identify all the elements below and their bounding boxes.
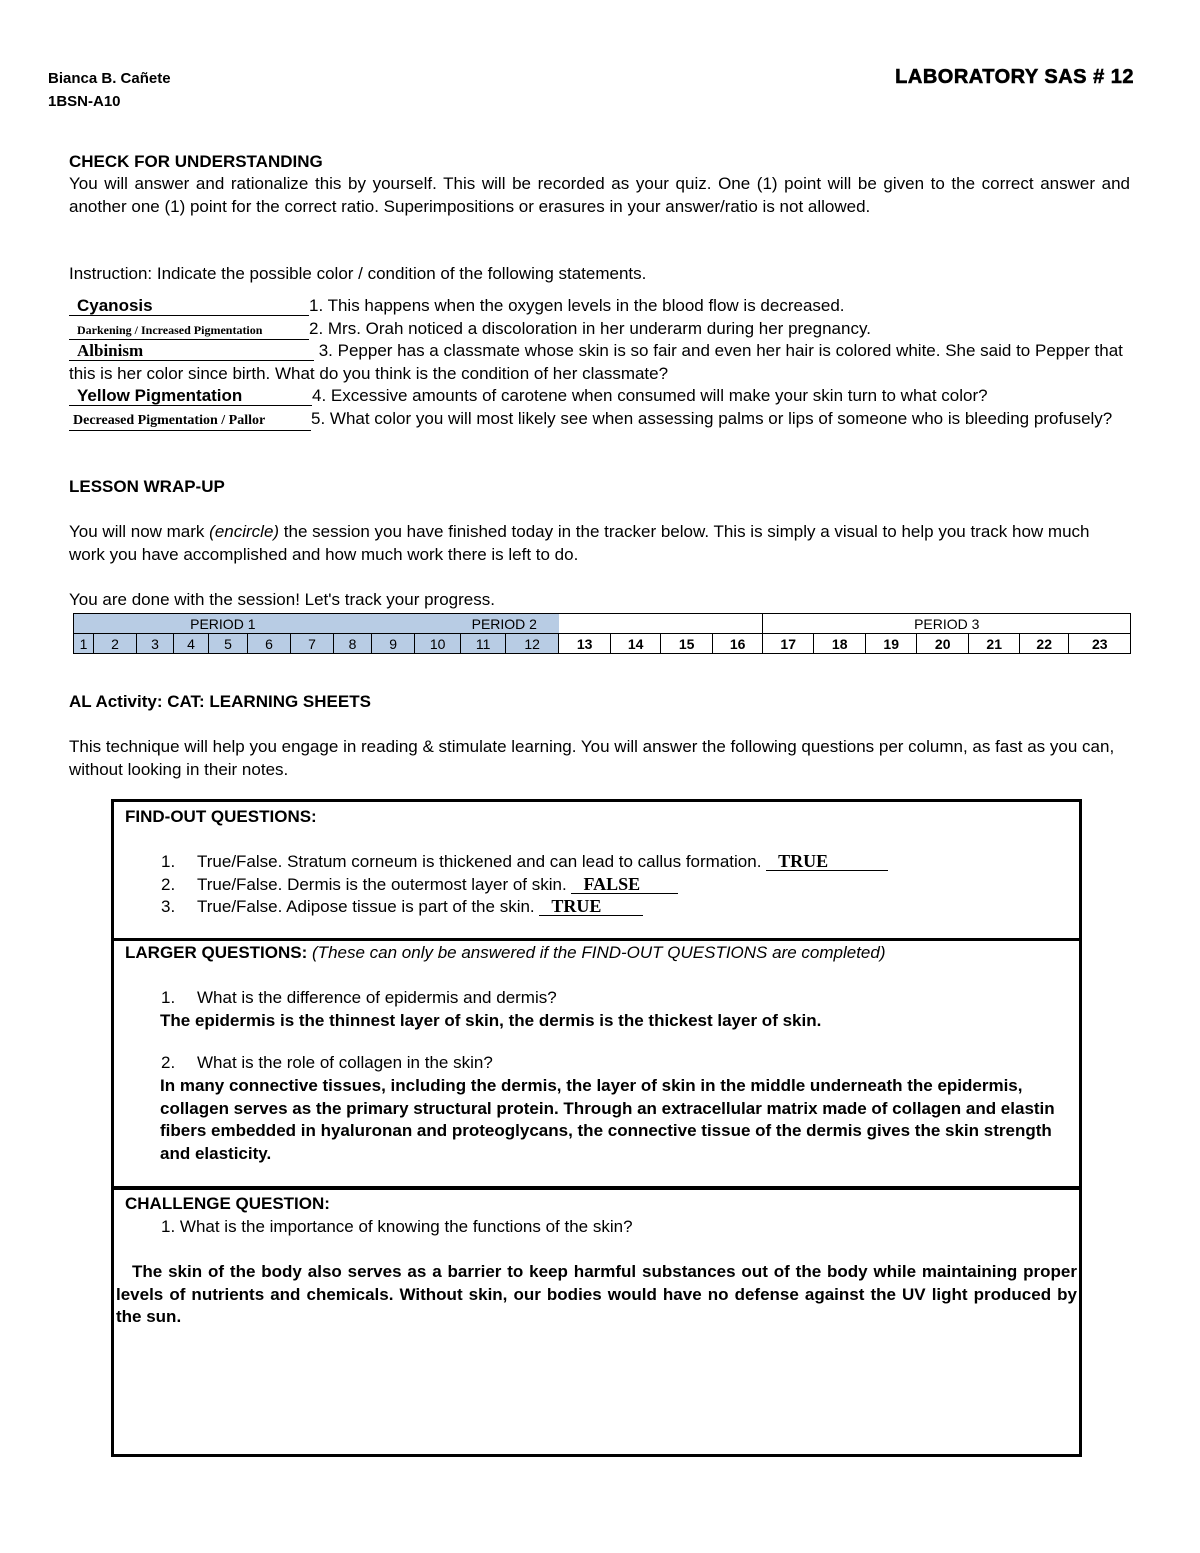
larger-answer-2: In many connective tissues, including the dermis, the layer of skin in the middle underneath the epidermis, collagen serves as the primary structural protein. Through an extracellular matrix made of collagen and elastin fibers embedded in hyaluronan and proteoglycans, the connective tissue of the dermis gives the skin strength and elasticity. <box>160 1076 1055 1163</box>
challenge-title: CHALLENGE QUESTION: <box>125 1194 330 1213</box>
item-number: 2. <box>161 1053 176 1072</box>
session-cell-14[interactable]: 14 <box>611 634 661 654</box>
findout-answer: FALSE <box>571 875 678 894</box>
question-text: 1. This happens when the oxygen levels in the blood flow is decreased. <box>309 296 845 315</box>
session-cell-19[interactable]: 19 <box>866 634 917 654</box>
session-cell-22[interactable]: 22 <box>1020 634 1069 654</box>
check-intro: You will answer and rationalize this by yourself. This will be recorded as your quiz. One (1) point will be given to the correct answer and another one (1) point for the correct ratio. Superimpositions or erasures in your answer/ratio is not allowed. <box>69 174 1130 216</box>
question-text: 5. What color you will most likely see when assessing palms or lips of someone who is bleeding profusely? <box>311 408 1113 428</box>
session-cell-12[interactable]: 12 <box>506 634 559 654</box>
session-cell-18[interactable]: 18 <box>814 634 866 654</box>
answer-blank: Albinism <box>69 342 314 361</box>
answer-blank: Decreased Pigmentation / Pallor <box>69 412 311 431</box>
period-label-1: PERIOD 1 <box>74 614 372 634</box>
wrapup-title: LESSON WRAP-UP <box>69 477 225 496</box>
session-cell-21[interactable]: 21 <box>969 634 1020 654</box>
item-number: 2. <box>161 874 176 894</box>
question-text: 4. Excessive amounts of carotene when consumed will make your skin turn to what color? <box>312 386 988 405</box>
findout-answer: TRUE <box>539 897 643 916</box>
larger-answer-1: The epidermis is the thinnest layer of skin, the dermis is the thickest layer of skin. <box>160 1011 822 1030</box>
al-paragraph: This technique will help you engage in reading & stimulate learning. You will answer the following questions per column, as fast as you can, without looking in their notes. <box>69 737 1115 779</box>
session-cell-17[interactable]: 17 <box>763 634 814 654</box>
findout-item <box>161 874 1061 897</box>
session-cell-13[interactable]: 13 <box>559 634 611 654</box>
session-cell-8[interactable]: 8 <box>334 634 372 654</box>
findout-box <box>111 799 1082 941</box>
item-text: True/False. Adipose tissue is part of the skin. <box>197 897 540 916</box>
findout-answer: TRUE <box>766 852 888 871</box>
session-cell-6[interactable]: 6 <box>248 634 291 654</box>
question-text: 3. Pepper has a classmate whose skin is so fair and even her hair is colored white. She said to Pepper that this is her color since birth. What do you think is the condition of her classmate? <box>69 341 1123 383</box>
session-cell-23[interactable]: 23 <box>1069 634 1131 654</box>
lab-title: LABORATORY SAS # 12 <box>895 66 1134 88</box>
wrapup-done-text: You are done with the session! Let's track your progress. <box>69 590 495 609</box>
session-cell-5[interactable]: 5 <box>209 634 248 654</box>
session-cell-4[interactable]: 4 <box>174 634 209 654</box>
challenge-answer: The skin of the body also serves as a barrier to keep harmful substances out of the body while maintaining proper levels of nutrients and chemicals. Without skin, our bodies would have no defense against the UV light produced by the sun. <box>116 1262 1077 1326</box>
session-row <box>74 634 1131 654</box>
larger-q1 <box>161 987 1061 1010</box>
answer-item-3 <box>69 340 1134 385</box>
question-text: 2. Mrs. Orah noticed a discoloration in her underarm during her pregnancy. <box>309 318 871 338</box>
session-cell-9[interactable]: 9 <box>372 634 415 654</box>
session-cell-20[interactable]: 20 <box>917 634 969 654</box>
check-instruction: Instruction: Indicate the possible color / condition of the following statements. <box>69 264 647 283</box>
answer-blank: Cyanosis <box>69 297 309 316</box>
item-number: 1. <box>161 988 176 1007</box>
larger-heading <box>125 942 1065 965</box>
answer-blank: Darkening / Increased Pigmentation <box>69 321 309 340</box>
larger-note: (These can only be answered if the FIND-OUT QUESTIONS are completed) <box>307 943 886 962</box>
challenge-box <box>111 1187 1082 1457</box>
larger-title: LARGER QUESTIONS: <box>125 943 308 962</box>
session-cell-2[interactable]: 2 <box>94 634 137 654</box>
session-cell-11[interactable]: 11 <box>461 634 506 654</box>
check-title: CHECK FOR UNDERSTANDING <box>69 152 323 171</box>
session-cell-7[interactable]: 7 <box>291 634 334 654</box>
answer-item-2 <box>69 318 1134 341</box>
session-cell-3[interactable]: 3 <box>137 634 174 654</box>
wrapup-text-post: the session you have finished today in the tracker below. This is simply a visual to help you track how much work you have accomplished and how much work there is left to do. <box>69 522 1090 564</box>
period-label-3: PERIOD 3 <box>914 615 980 632</box>
wrapup-paragraph <box>69 521 1129 566</box>
answer-blank: Yellow Pigmentation <box>69 387 312 406</box>
findout-item <box>161 896 1061 919</box>
session-cell-1[interactable]: 1 <box>74 634 94 654</box>
answer-list <box>69 295 1134 431</box>
larger-question: What is the role of collagen in the skin? <box>197 1053 493 1072</box>
al-title: AL Activity: CAT: LEARNING SHEETS <box>69 692 371 711</box>
session-cell-15[interactable]: 15 <box>661 634 713 654</box>
item-text: True/False. Dermis is the outermost layer of skin. <box>197 874 572 894</box>
findout-title: FIND-OUT QUESTIONS: <box>125 807 317 826</box>
item-text: True/False. Stratum corneum is thickened and can lead to callus formation. <box>197 852 767 871</box>
larger-q2 <box>161 1052 1061 1075</box>
student-name: Bianca B. Cañete <box>48 70 171 87</box>
larger-box <box>111 938 1082 1189</box>
findout-list <box>161 851 1061 919</box>
challenge-question: 1. What is the importance of knowing the functions of the skin? <box>161 1217 633 1236</box>
answer-item-5 <box>69 408 1134 431</box>
wrapup-text-emphasis: (encircle) <box>209 522 280 541</box>
progress-tracker <box>73 613 1131 654</box>
item-number: 1. <box>161 852 176 871</box>
larger-question: What is the difference of epidermis and dermis? <box>197 988 557 1007</box>
findout-item <box>161 851 1061 874</box>
item-number: 3. <box>161 897 176 916</box>
wrapup-text-pre: You will now mark <box>69 522 210 541</box>
answer-item-1 <box>69 295 1134 318</box>
student-section: 1BSN-A10 <box>48 93 121 110</box>
period-label-2: PERIOD 2 <box>372 614 763 634</box>
answer-item-4 <box>69 385 1134 408</box>
session-cell-10[interactable]: 10 <box>415 634 461 654</box>
session-cell-16[interactable]: 16 <box>713 634 763 654</box>
